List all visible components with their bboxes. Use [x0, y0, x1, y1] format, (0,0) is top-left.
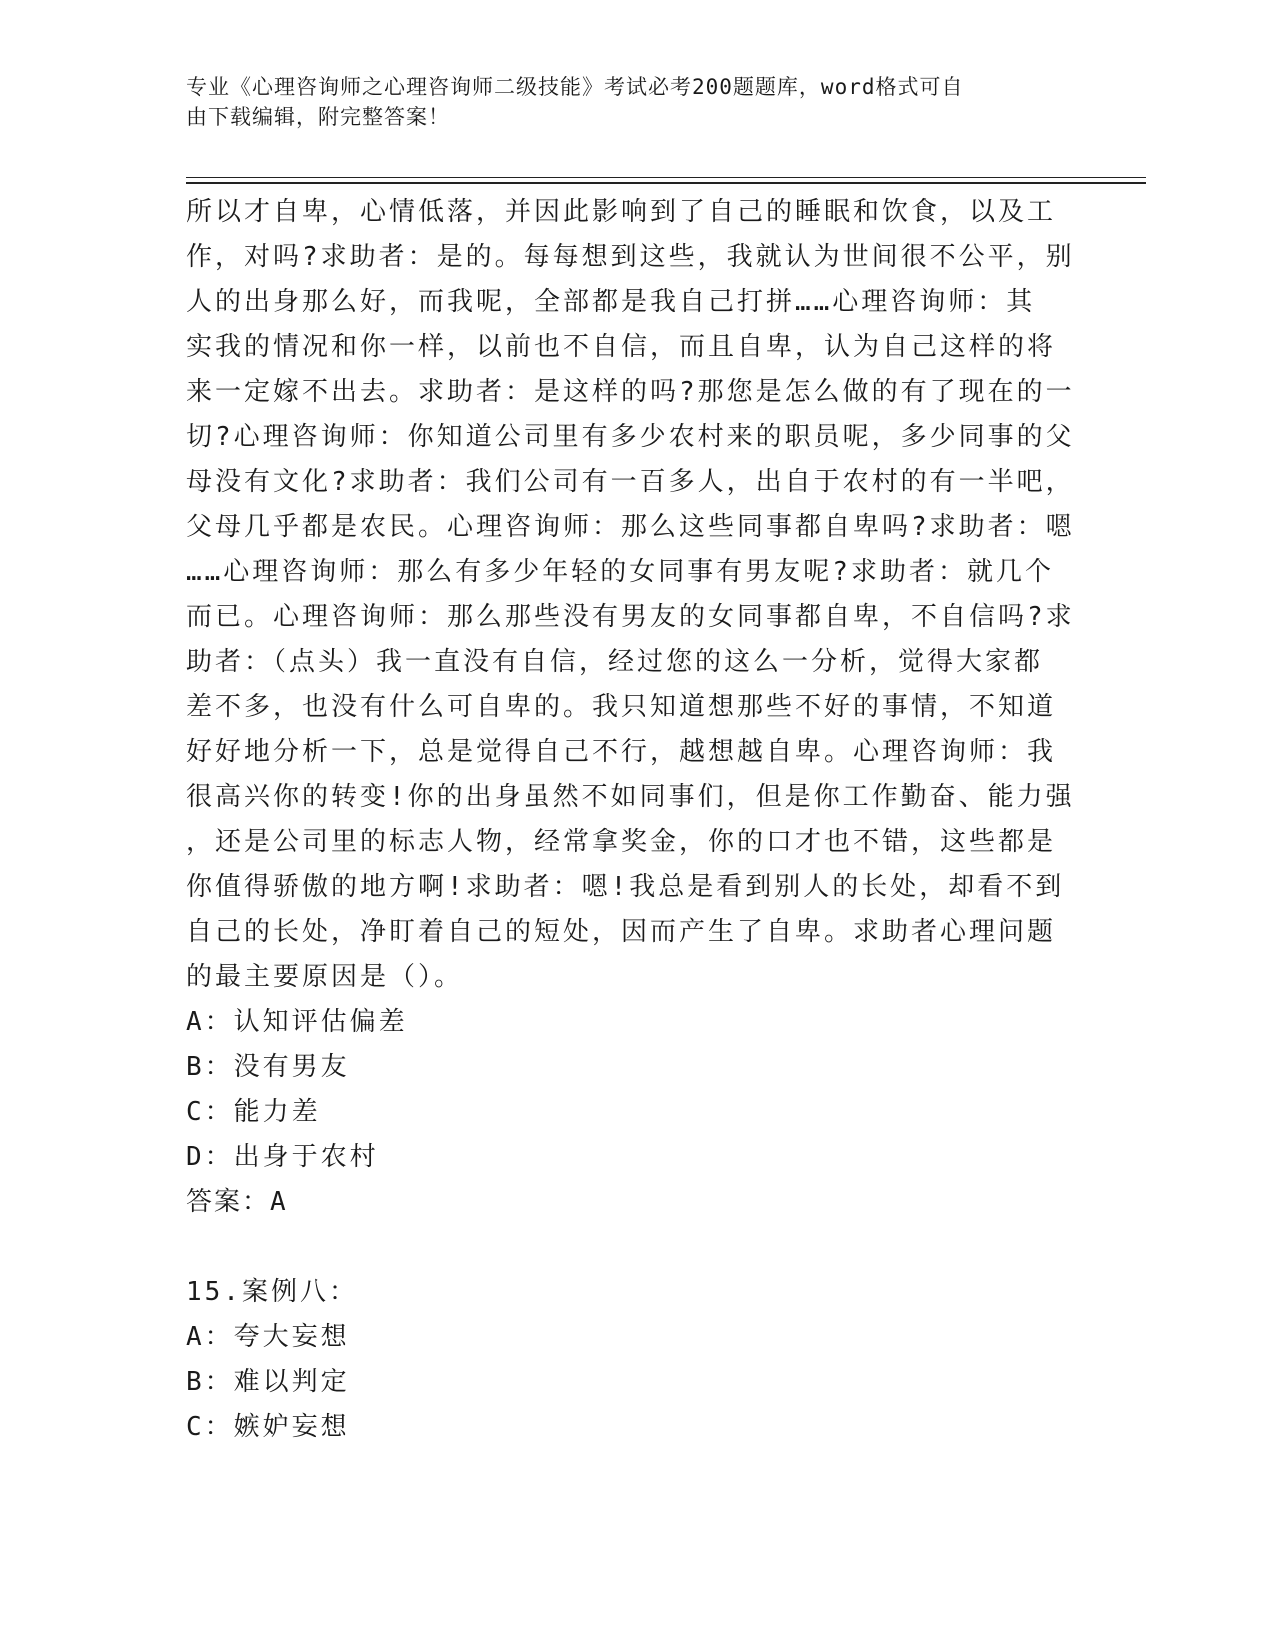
option-d: D：出身于农村	[186, 1142, 379, 1172]
answer-label: 答案：A	[186, 1187, 288, 1217]
question-text-line: 母没有文化?求助者：我们公司有一百多人，出自于农村的有一半吧，	[186, 467, 1075, 497]
header-line-2: 由下载编辑，附完整答案！	[186, 105, 450, 129]
option-c: C：能力差	[186, 1097, 321, 1127]
option-c: C：嫉妒妄想	[186, 1412, 350, 1442]
question-text-line: 差不多，也没有什么可自卑的。我只知道想那些不好的事情，不知道	[186, 692, 1057, 722]
question-text-line: 实我的情况和你一样，以前也不自信，而且自卑，认为自己这样的将	[186, 332, 1057, 362]
question-text-line: 而已。心理咨询师：那么那些没有男友的女同事都自卑，不自信吗?求	[186, 602, 1075, 632]
question-text-line: 来一定嫁不出去。求助者：是这样的吗?那您是怎么做的有了现在的一	[186, 377, 1075, 407]
question-text-line: ……心理咨询师：那么有多少年轻的女同事有男友呢?求助者：就几个	[186, 557, 1054, 587]
question-text-line: 助者：（点头）我一直没有自信，经过您的这么一分析，觉得大家都	[186, 647, 1044, 677]
question-text-line: 好好地分析一下，总是觉得自己不行，越想越自卑。心理咨询师：我	[186, 737, 1057, 767]
option-a: A：认知评估偏差	[186, 1007, 408, 1037]
question-text-line: 所以才自卑，心情低落，并因此影响到了自己的睡眠和饮食，以及工	[186, 197, 1057, 227]
question-text-line: 父母几乎都是农民。心理咨询师：那么这些同事都自卑吗?求助者：嗯	[186, 512, 1075, 542]
question-text-line: 的最主要原因是（）。	[186, 962, 464, 992]
option-b: B：难以判定	[186, 1367, 350, 1397]
header-divider-thin	[186, 177, 1146, 178]
question-text-line: 作，对吗?求助者：是的。每每想到这些，我就认为世间很不公平，别	[186, 242, 1075, 272]
question-text-line: 人的出身那么好，而我呢，全部都是我自己打拼……心理咨询师：其	[186, 287, 1036, 317]
header-line-1: 专业《心理咨询师之心理咨询师二级技能》考试必考200题题库，word格式可自	[186, 75, 964, 99]
question-text-line: 切?心理咨询师：你知道公司里有多少农村来的职员呢，多少同事的父	[186, 422, 1075, 452]
question-text-line: 你值得骄傲的地方啊!求助者：嗯!我总是看到别人的长处，却看不到	[186, 872, 1065, 902]
question-text-line: ，还是公司里的标志人物，经常拿奖金，你的口才也不错，这些都是	[186, 827, 1057, 857]
option-a: A：夸大妄想	[186, 1322, 350, 1352]
question-title: 15.案例八：	[186, 1277, 358, 1307]
question-text-line: 很高兴你的转变!你的出身虽然不如同事们，但是你工作勤奋、能力强	[186, 782, 1075, 812]
option-b: B：没有男友	[186, 1052, 350, 1082]
question-text-line: 自己的长处，净盯着自己的短处，因而产生了自卑。求助者心理问题	[186, 917, 1057, 947]
header-divider-thick	[186, 182, 1146, 184]
document-header	[186, 72, 1066, 132]
